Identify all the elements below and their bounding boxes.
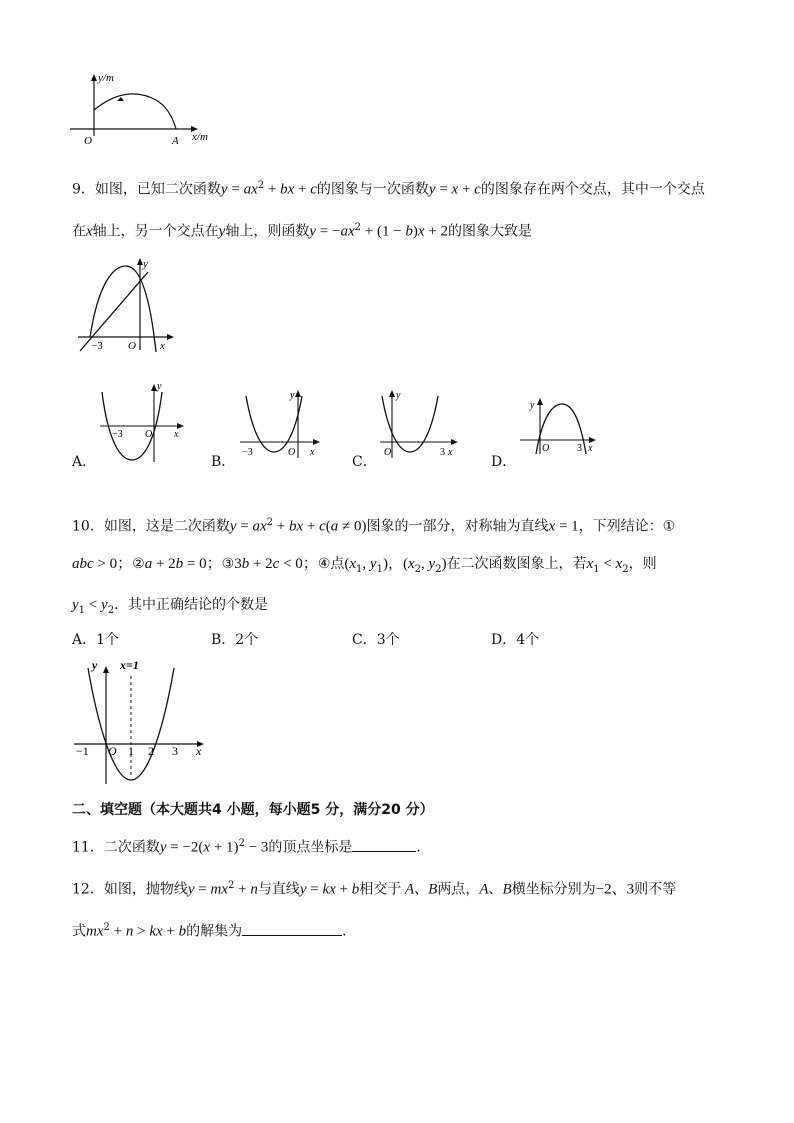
- svg-text:O: O: [288, 447, 296, 458]
- axis-label: x=1: [120, 658, 139, 672]
- q9-target-formula: y: [309, 223, 317, 240]
- svg-text:y: y: [396, 390, 401, 401]
- q10-text: 在二次函数图象上，若: [446, 556, 587, 572]
- q12-text: 的解集为: [186, 923, 243, 940]
- q12-line2: 式$mx^2 + n$ > kx + b的解集为 .: [72, 922, 347, 940]
- q10-text: ，则: [628, 556, 657, 572]
- q12-line1: 12．如图，抛物线$y = mx^2 + n$与直线y = kx + b相交于 A、B两点，A、B横坐标分别为−2、3则不等: [72, 880, 677, 898]
- tick-1: 1: [128, 744, 134, 758]
- q10-circle-3: ③: [221, 556, 235, 572]
- trajectory-arrow: [117, 97, 124, 101]
- q12-answer-blank[interactable]: [242, 921, 342, 936]
- q9-text: 的图象大致是: [448, 223, 533, 240]
- svg-text:O: O: [542, 443, 550, 454]
- q9-text: 轴上，则函数: [225, 223, 310, 240]
- svg-text:y: y: [290, 390, 295, 401]
- q9-text: 如图，已知二次函数: [94, 181, 221, 198]
- x-label: x/m: [192, 131, 208, 143]
- q12-text: 两点，: [437, 881, 480, 898]
- q10-text: 点: [330, 556, 345, 572]
- q10-text: ，下列结论：: [578, 518, 663, 535]
- q9-text: 轴上，另一个交点在: [92, 223, 219, 240]
- svg-text:3: 3: [577, 443, 582, 454]
- q11-text: 二次函数: [103, 839, 160, 856]
- q10-circle-2: ②: [132, 556, 145, 572]
- q9-option-d-label[interactable]: D．: [491, 454, 517, 470]
- tick-3: 3: [172, 744, 178, 758]
- q10-option-b[interactable]: B．2个: [211, 632, 259, 648]
- q11-text: 的顶点坐标是: [268, 839, 353, 856]
- q12-text: 如图，抛物线: [103, 881, 188, 898]
- q9-line2: 在x轴上，另一个交点在y轴上，则函数$y = -ax^2 + (1 - b)x + 2$的图象大致是: [72, 222, 533, 240]
- q9-option-a-graph[interactable]: [96, 380, 188, 464]
- q9-option-d-graph[interactable]: [516, 396, 600, 458]
- q11-answer-blank[interactable]: [352, 837, 416, 852]
- svg-text:x: x: [588, 443, 593, 454]
- y-axis-arrow: [91, 74, 97, 81]
- q9-text: 在: [72, 223, 86, 240]
- q11-number: 11．: [72, 839, 104, 856]
- q12-text: 式: [72, 923, 86, 940]
- y-label: y/m: [98, 72, 114, 84]
- y-label: y: [92, 658, 98, 672]
- q10-text: 如图，这是二次函数: [103, 518, 230, 535]
- svg-text:−3: −3: [242, 447, 253, 458]
- section-2-title: 二、填空题（本大题共4 小题，每小题5 分，满分20 分）: [72, 802, 434, 818]
- origin-label: O: [84, 135, 92, 147]
- q9-figure: [76, 256, 176, 354]
- q12-text: 与直线: [257, 881, 300, 898]
- svg-text:y: y: [530, 400, 535, 411]
- neg3-label: −3: [91, 340, 103, 352]
- q10-option-c[interactable]: C．3个: [352, 632, 400, 648]
- svg-text:x: x: [448, 447, 453, 458]
- q9-line1: 9．如图，已知二次函数$y = ax^2$ + bx + c的图象与一次函数y = x + c的图象存在两个交点，其中一个交点: [72, 180, 705, 198]
- y-label: y: [143, 258, 148, 270]
- q9-option-c-label[interactable]: C．: [352, 454, 377, 470]
- q10-text: 图象的一部分，对称轴为直线: [366, 518, 549, 535]
- svg-text:O: O: [145, 429, 153, 440]
- tick-2: 2: [148, 744, 154, 758]
- q11-line: 11．二次函数$y = -2(x + 1)^2 - 3$的顶点坐标是 .: [72, 838, 421, 856]
- trajectory-figure: [66, 66, 226, 148]
- q10-text: ．其中正确结论的个数是: [114, 597, 269, 613]
- q9-option-c-graph[interactable]: [376, 386, 462, 462]
- q12-text: 相交于: [359, 881, 402, 898]
- origin-label: O: [108, 744, 117, 758]
- point-a-label: A: [172, 135, 179, 147]
- svg-text:x: x: [310, 447, 315, 458]
- q12-text: 横坐标分别为: [511, 881, 596, 898]
- q9-linear-formula: y: [428, 181, 436, 198]
- q10-figure: [72, 656, 212, 786]
- q9-text: 的图象与一次函数: [316, 181, 429, 198]
- q10-line1: 10．如图，这是二次函数$y = ax^2$ + bx + c(a ≠ 0)图象的一部分，对称轴为直线x = 1，下列结论：①: [72, 517, 676, 535]
- y-axis-arrow: [103, 666, 109, 673]
- x-axis-arrow: [167, 334, 174, 340]
- q10-circle-1: ①: [662, 518, 676, 535]
- q9-option-b-label[interactable]: B．: [211, 454, 236, 470]
- q10-circle-4: ④: [317, 556, 331, 572]
- q9-text: 的图象存在两个交点，其中一个交点: [480, 181, 705, 198]
- q10-number: 10．: [72, 518, 104, 535]
- svg-text:3: 3: [440, 447, 445, 458]
- q12-number: 12．: [72, 881, 104, 898]
- q12-text: 则不等: [634, 881, 677, 898]
- q9-option-a-label[interactable]: A．: [72, 454, 97, 470]
- q10-line3: $y_1 < y_2$．其中正确结论的个数是: [72, 597, 269, 616]
- q10-line2: abc > 0；②a + 2b = 0；③3b + 2c < 0；④点($x_1$, $y_1$)，($x_2$, $y_2$)在二次函数图象上，若$x_1 < x_2$，则: [72, 556, 657, 575]
- svg-text:−3: −3: [112, 429, 123, 440]
- origin-label: O: [128, 340, 136, 352]
- q9-number: 9．: [72, 181, 95, 198]
- x-label: x: [160, 340, 165, 352]
- q10-option-a[interactable]: A．1个: [72, 632, 120, 648]
- q10-option-d[interactable]: D．4个: [491, 632, 540, 648]
- tick-neg1: −1: [76, 744, 89, 758]
- svg-text:y: y: [157, 381, 162, 392]
- x-label: x: [196, 744, 202, 758]
- svg-text:O: O: [384, 447, 392, 458]
- q9-option-b-graph[interactable]: [236, 386, 324, 462]
- trajectory-curve: [94, 94, 176, 129]
- q9-quadratic-formula: y: [220, 181, 228, 198]
- svg-text:x: x: [174, 429, 179, 440]
